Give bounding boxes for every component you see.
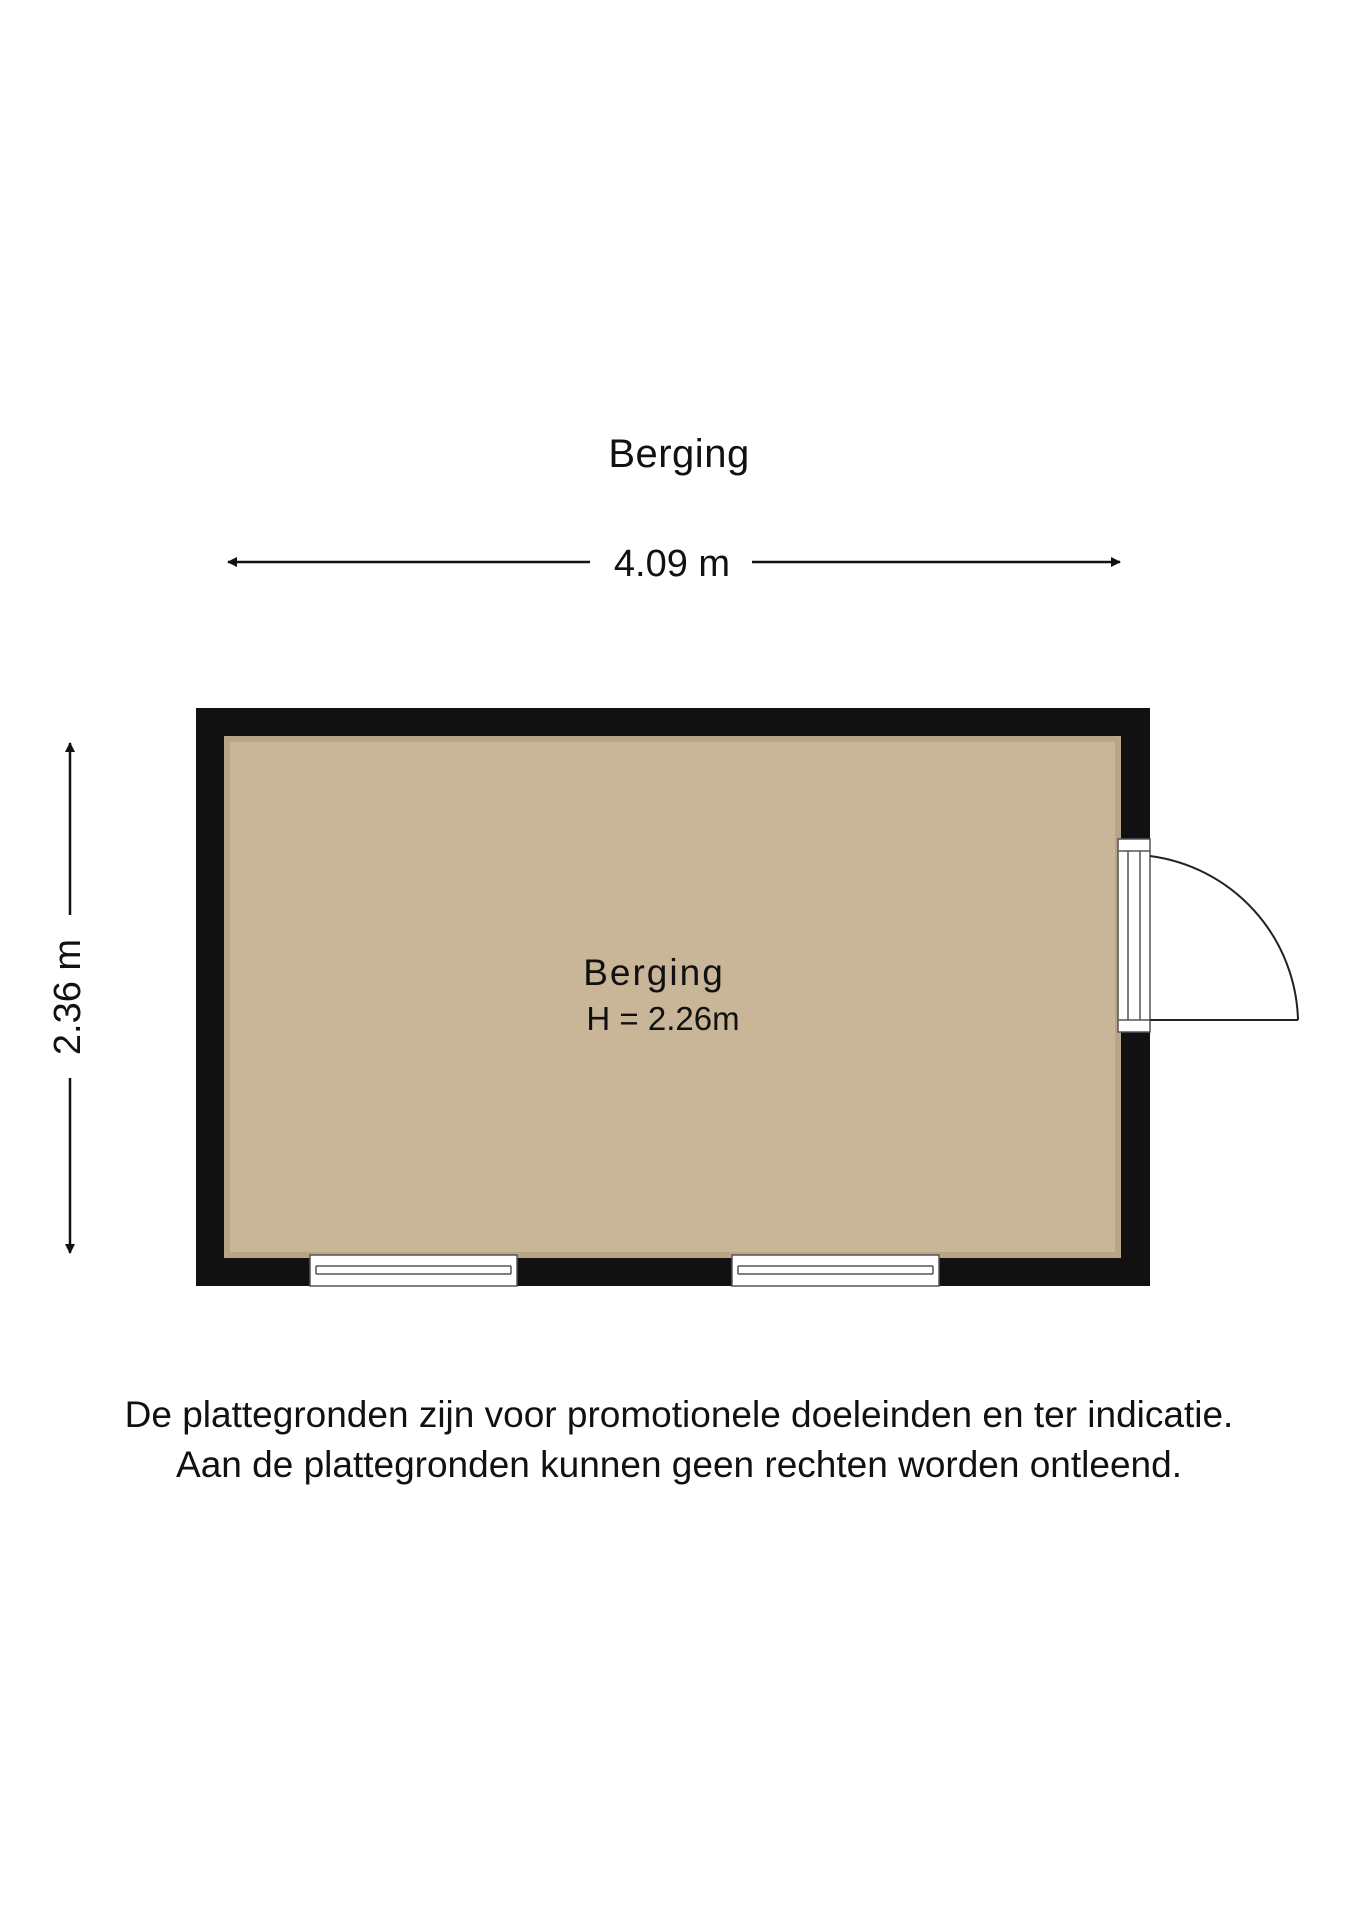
- floor-title: Berging: [608, 432, 750, 476]
- room-name: Berging: [583, 952, 725, 993]
- disclaimer-line-2: Aan de plattegronden kunnen geen rechten worden ontleend.: [176, 1444, 1182, 1485]
- room-height: H = 2.26m: [586, 1000, 740, 1037]
- depth-dimension-label: 2.36 m: [47, 938, 90, 1056]
- disclaimer: [0, 1390, 1358, 1490]
- room-floor: [227, 739, 1118, 1255]
- disclaimer-line-1: De plattegronden zijn voor promotionele doeleinden en ter indicatie.: [124, 1394, 1234, 1435]
- width-dimension-label: 4.09 m: [613, 543, 731, 585]
- door-frame: [1118, 839, 1150, 1032]
- width-dimension: [228, 543, 1120, 585]
- window-bottom-right: [732, 1255, 939, 1286]
- door: [1118, 839, 1298, 1032]
- door-swing-arc: [1150, 856, 1298, 1020]
- depth-dimension: [47, 743, 89, 1253]
- window-bottom-left: [310, 1255, 517, 1286]
